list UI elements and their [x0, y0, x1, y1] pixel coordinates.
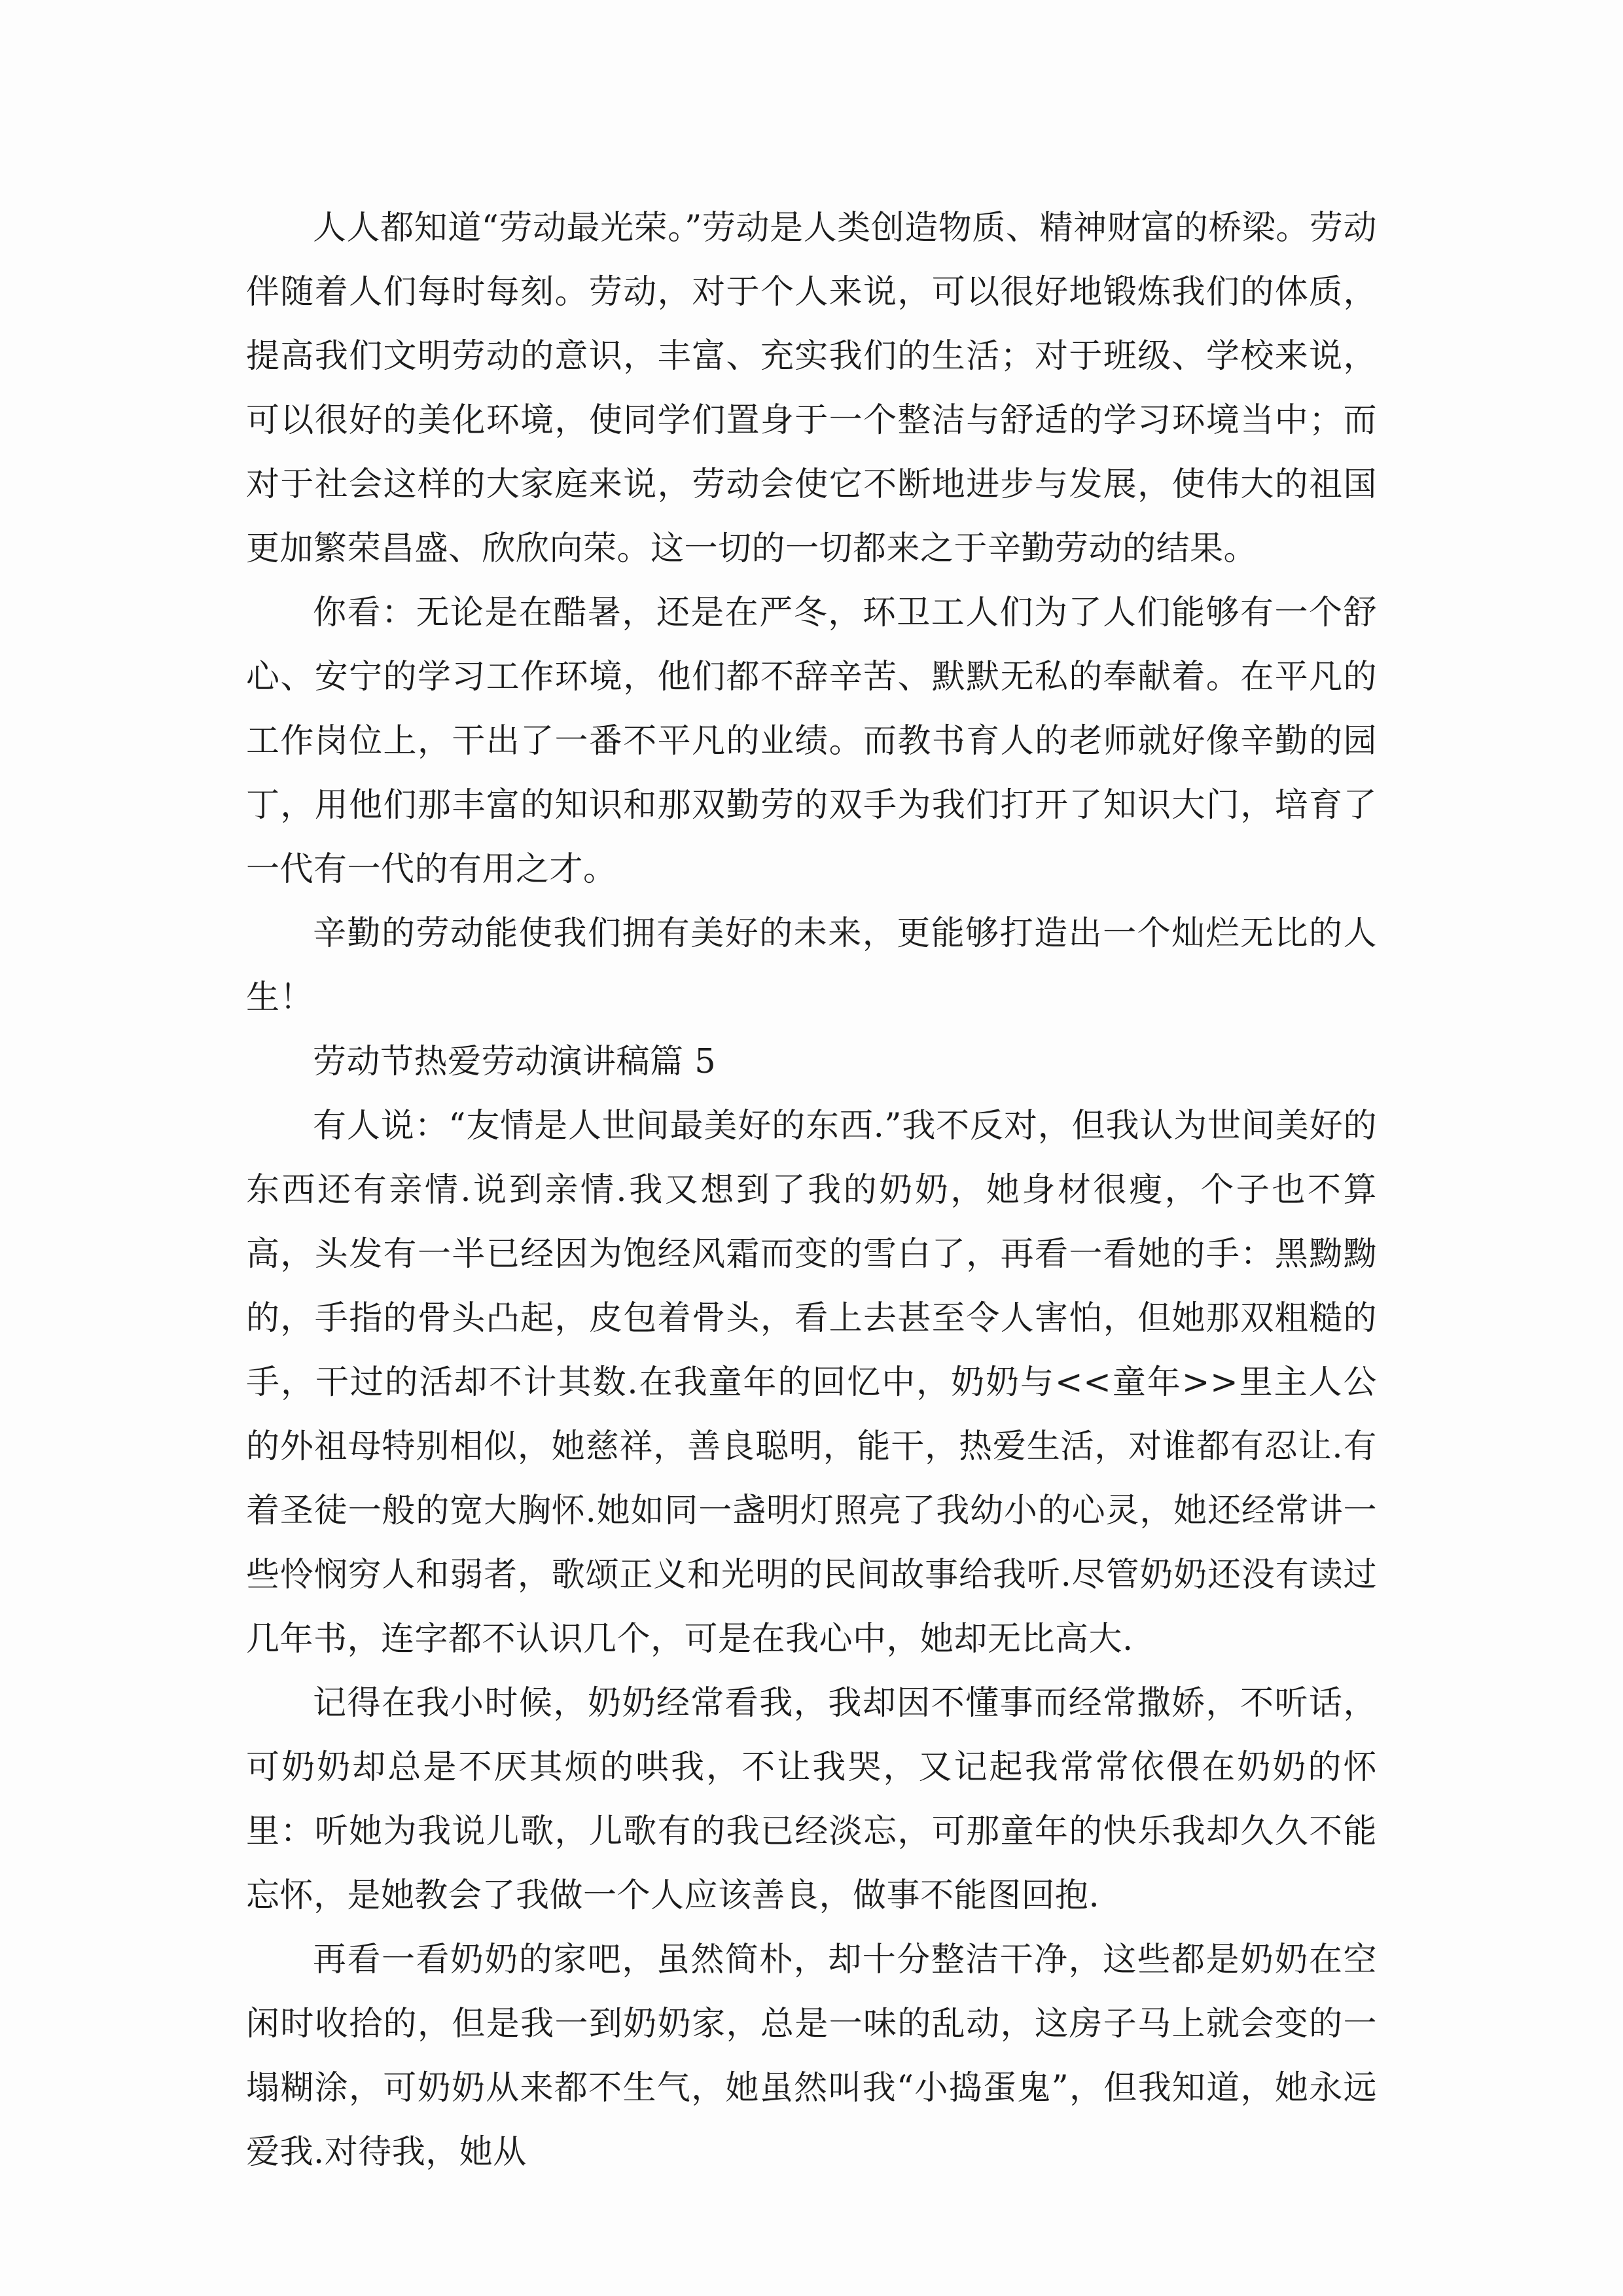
paragraph-childhood-memory: 记得在我小时候，奶奶经常看我，我却因不懂事而经常撒娇，不听话，可奶奶却总是不厌其烦的哄我，不让我哭，又记起我常常依偎在奶奶的怀里：听她为我说儿歌，儿歌有的我已经淡忘，可那童年的快乐我却久久不能忘怀，是她教会了我做一个人应该善良，做事不能图回抱. [246, 1684, 1377, 1915]
paragraph-labor-glory: 人人都知道“劳动最光荣。”劳动是人类创造物质、精神财富的桥梁。劳动伴随着人们每时每刻。劳动，对于个人来说，可以很好地锻炼我们的体质，提高我们文明劳动的意识，丰富、充实我们的生活；对于班级、学校来说，可以很好的美化环境，使同学们置身于一个整洁与舒适的学习环境当中；而对于社会这样的大家庭来说，劳动会使它不断地进步与发展，使伟大的祖国更加繁荣昌盛、欣欣向荣。这一切的一切都来之于辛勤劳动的结果。 [246, 209, 1377, 568]
paragraph-workers-teachers: 你看：无论是在酷暑，还是在严冬，环卫工人们为了人们能够有一个舒心、安宁的学习工作环境，他们都不辞辛苦、默默无私的奉献着。在平凡的工作岗位上，干出了一番不平凡的业绩。而教书育人的老师就好像辛勤的园丁，用他们那丰富的知识和那双勤劳的双手为我们打开了知识大门，培育了一代有一代的有用之才。 [246, 594, 1377, 889]
paragraph-grandmother-intro: 有人说：“友情是人世间最美好的东西.”我不反对，但我认为世间美好的东西还有亲情.说到亲情.我又想到了我的奶奶，她身材很瘦，个子也不算高，头发有一半已经因为饱经风霜而变的雪白了，再看一看她的手：黑黝黝的，手指的骨头凸起，皮包着骨头，看上去甚至令人害怕，但她那双粗糙的手，干过的活却不计其数.在我童年的回忆中，奶奶与<<童年>>里主人公的外祖母特别相似，她慈祥，善良聪明，能干，热爱生活，对谁都有忍让.有着圣徒一般的宽大胸怀.她如同一盏明灯照亮了我幼小的心灵，她还经常讲一些怜悯穷人和弱者，歌颂正义和光明的民间故事给我听.尽管奶奶还没有读过几年书，连字都不认识几个，可是在我心中，她却无比高大. [246, 1107, 1377, 1659]
paragraph-future: 辛勤的劳动能使我们拥有美好的未来，更能够打造出一个灿烂无比的人生！ [246, 914, 1377, 1017]
paragraph-grandmother-home: 再看一看奶奶的家吧，虽然简朴，却十分整洁干净，这些都是奶奶在空闲时收拾的，但是我一到奶奶家，总是一味的乱动，这房子马上就会变的一塌糊涂，可奶奶从来都不生气，她虽然叫我“小捣蛋鬼”，但我知道，她永远爱我.对待我，她从 [246, 1941, 1377, 2172]
document-body [246, 196, 1377, 2185]
section-title: 劳动节热爱劳动演讲稿篇 5 [313, 1043, 717, 1081]
